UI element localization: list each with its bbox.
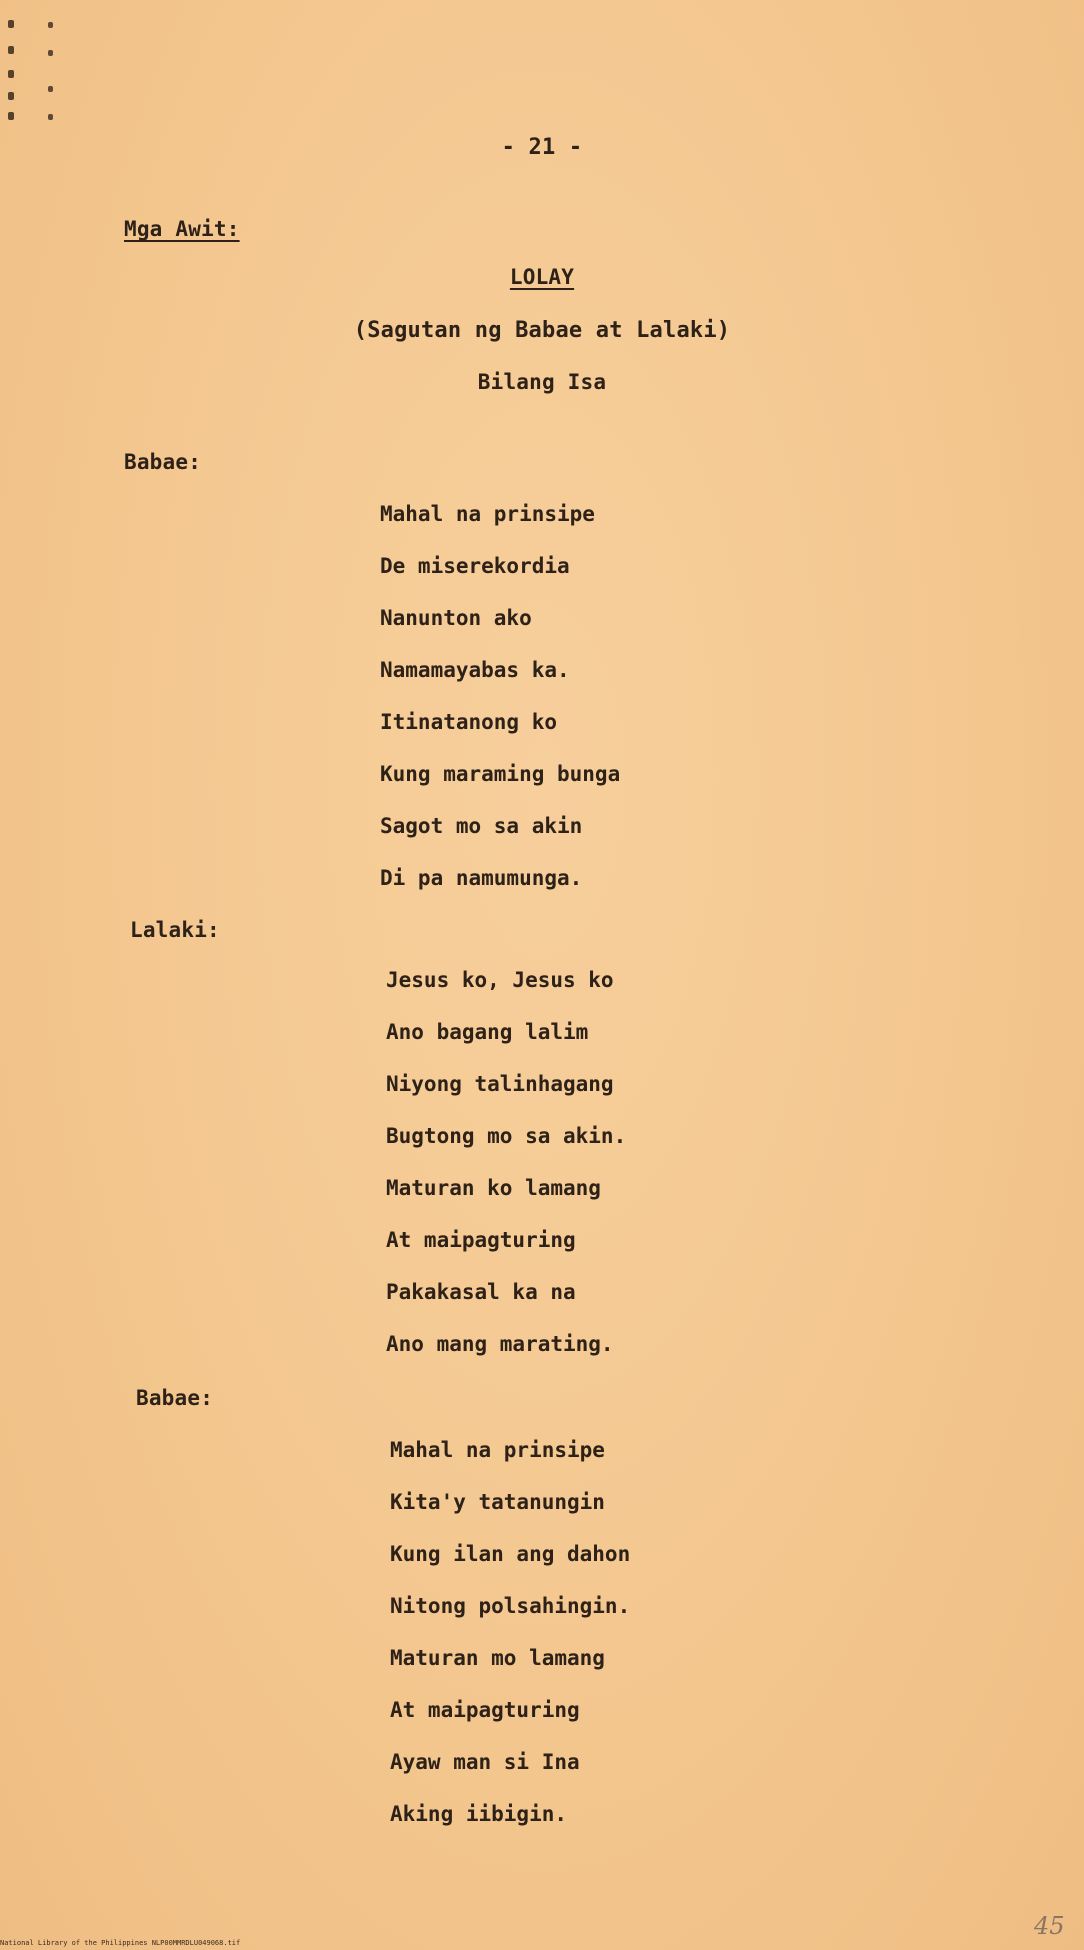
speaker-label: Babae: xyxy=(124,450,202,474)
verse-line: Nitong polsahingin. xyxy=(390,1594,631,1618)
verse-line: Niyong talinhagang xyxy=(386,1072,614,1096)
verse-line: Nanunton ako xyxy=(380,606,532,630)
verse-line: Ano mang marating. xyxy=(386,1332,614,1356)
verse-line: Kung maraming bunga xyxy=(380,762,621,786)
margin-mark xyxy=(8,70,14,78)
verse-line: Di pa namumunga. xyxy=(380,866,583,890)
verse-line: Aking iibigin. xyxy=(390,1802,568,1826)
verse-line: Maturan mo lamang xyxy=(390,1646,605,1670)
scan-footer: National Library of the Philippines NLP00MMRDLU049068.tif xyxy=(0,1939,241,1947)
margin-mark xyxy=(48,86,53,92)
verse-line: Itinatanong ko xyxy=(380,710,558,734)
verse-line: Sagot mo sa akin xyxy=(380,814,583,838)
verse-line: Mahal na prinsipe xyxy=(390,1438,605,1462)
section-heading: Mga Awit: xyxy=(124,217,240,241)
verse-line: De miserekordia xyxy=(380,554,570,578)
margin-mark xyxy=(8,46,14,54)
verse-line: Namamayabas ka. xyxy=(380,658,570,682)
page-number: - 21 - xyxy=(501,135,583,160)
verse-line: Mahal na prinsipe xyxy=(380,502,595,526)
song-part: Bilang Isa xyxy=(477,370,607,394)
verse-line: Ano bagang lalim xyxy=(386,1020,589,1044)
speaker-label: Babae: xyxy=(136,1386,214,1410)
verse-line: At maipagturing xyxy=(390,1698,580,1722)
verse-line: Maturan ko lamang xyxy=(386,1176,601,1200)
margin-mark xyxy=(48,114,53,120)
verse-line: Ayaw man si Ina xyxy=(390,1750,580,1774)
song-title: LOLAY xyxy=(509,265,575,289)
song-subtitle: (Sagutan ng Babae at Lalaki) xyxy=(353,318,731,343)
verse-line: Pakakasal ka na xyxy=(386,1280,576,1304)
speaker-label: Lalaki: xyxy=(130,918,220,942)
margin-mark xyxy=(8,92,14,100)
verse-line: Kung ilan ang dahon xyxy=(390,1542,631,1566)
margin-mark xyxy=(8,112,14,120)
verse-line: Bugtong mo sa akin. xyxy=(386,1124,627,1148)
folio-mark: 45 xyxy=(1034,1912,1065,1940)
verse-line: Kita'y tatanungin xyxy=(390,1490,605,1514)
margin-mark xyxy=(48,22,53,28)
margin-mark xyxy=(8,20,14,28)
verse-line: At maipagturing xyxy=(386,1228,576,1252)
verse-line: Jesus ko, Jesus ko xyxy=(386,968,614,992)
margin-mark xyxy=(48,50,53,56)
